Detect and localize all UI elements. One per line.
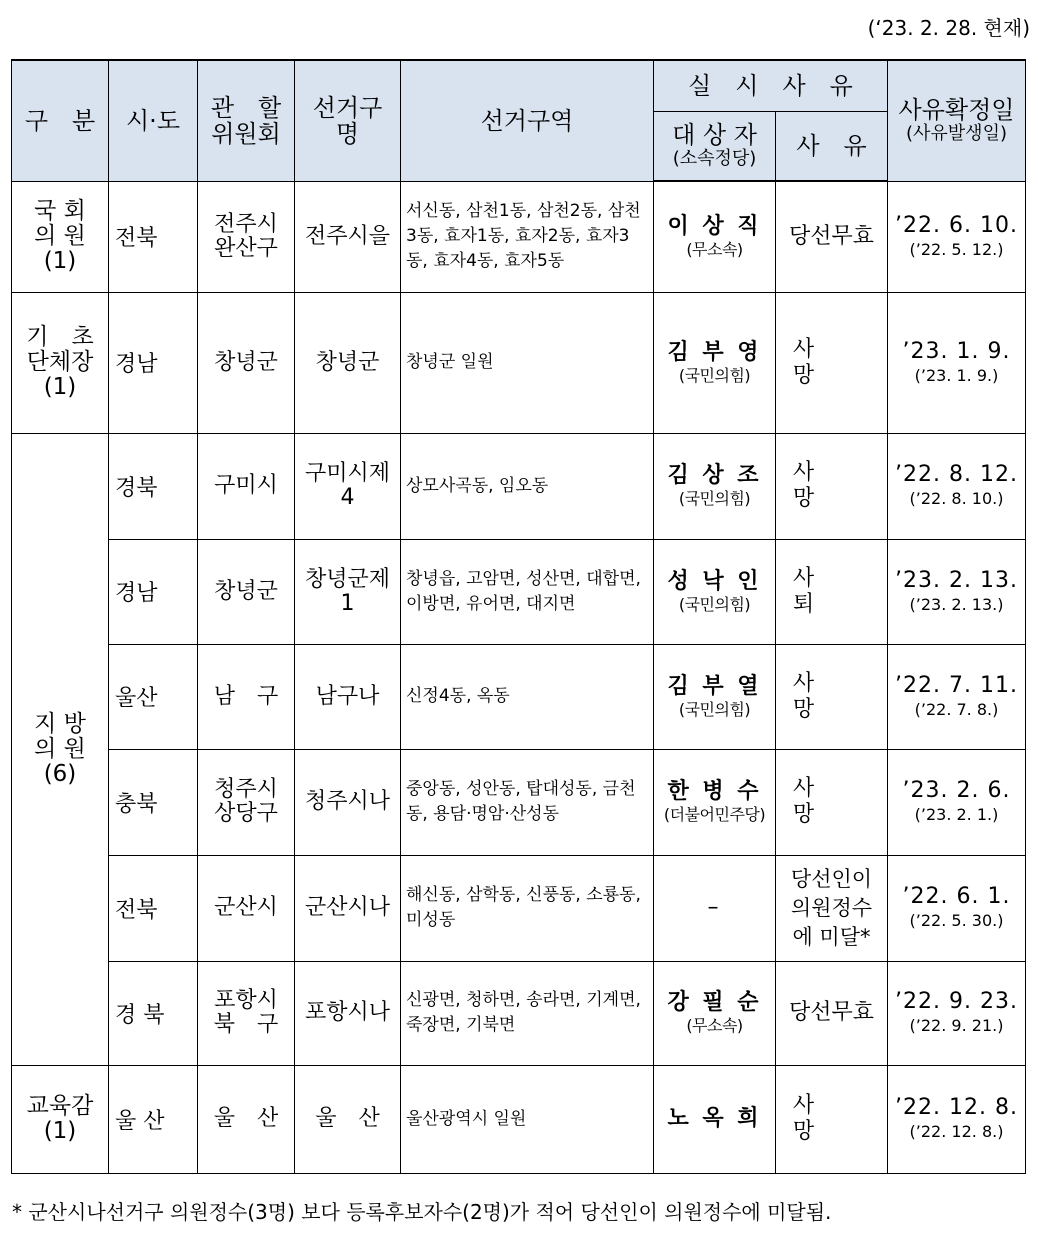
row-province: 경남: [109, 539, 198, 644]
row-confirm-date: ’22. 6. 1.: [902, 884, 1011, 909]
as-of-date: (‘23. 2. 28. 현재): [867, 16, 1030, 40]
row-date: [888, 961, 1026, 1065]
row-area: 상모사곡동, 임오동: [401, 433, 654, 539]
row-occur-date: (’22. 8. 10.): [909, 489, 1004, 508]
row-district: 창녕군제 1: [295, 539, 401, 644]
row-target-party: (국민의힘): [678, 365, 751, 385]
row-reason-text: 사망: [792, 460, 875, 511]
row-occur-date: (’23. 1. 9.): [914, 365, 999, 385]
by-election-table: [11, 59, 1026, 1174]
row-area: 신광면, 청하면, 송라면, 기계면, 죽장면, 기북면: [401, 961, 654, 1065]
row-target-name: 김 부 영: [667, 339, 762, 365]
row-occur-date: (’22. 12. 8.): [909, 1122, 1004, 1141]
row-district: 포항시나: [295, 961, 401, 1065]
row-date: [888, 644, 1026, 749]
row-occur-date: (’23. 2. 1.): [914, 805, 999, 824]
row-province: 충북: [109, 749, 198, 855]
header-target-label: 대 상 자: [672, 120, 757, 149]
header-category: 구 분: [12, 60, 109, 181]
row-committee: 청주시 상당구: [198, 749, 295, 855]
row-target: [654, 855, 776, 961]
row-target-name: 노 옥 희: [667, 1106, 762, 1131]
row-target-name: 성 낙 인: [667, 568, 762, 594]
row-date: [888, 181, 1026, 292]
header-reason: 사 유: [776, 111, 888, 181]
header-committee: 관 할 위원회: [198, 60, 295, 181]
row-target-party: (국민의힘): [678, 489, 751, 508]
row-occur-date: (’23. 2. 13.): [909, 594, 1004, 614]
row-province: 울산: [109, 644, 198, 749]
row-target: [654, 292, 776, 433]
row-target: [654, 181, 776, 292]
row-confirm-date: ’22. 6. 10.: [895, 212, 1018, 238]
row-confirm-date: ’22. 8. 12.: [895, 462, 1018, 487]
row-committee: 포항시 북 구: [198, 961, 295, 1065]
row-date: [888, 539, 1026, 644]
table-row: [12, 181, 1026, 292]
row-target-name: –: [707, 895, 722, 920]
row-province: 경북: [109, 433, 198, 539]
row-date: [888, 855, 1026, 961]
row-date: [888, 1065, 1026, 1173]
group-label-local-council: 지 방 의 원 (6): [12, 433, 109, 1065]
row-province: 울 산: [109, 1065, 198, 1173]
row-target-party: (무소속): [686, 239, 743, 259]
row-target: [654, 539, 776, 644]
row-target: [654, 1065, 776, 1173]
row-target-name: 김 부 열: [667, 673, 762, 699]
row-target-party: (무소속): [686, 1016, 743, 1035]
row-area: 신정4동, 옥동: [401, 644, 654, 749]
row-reason: [776, 433, 888, 539]
row-district: 울 산: [295, 1065, 401, 1173]
row-target-party: (더불어민주당): [663, 805, 766, 824]
row-reason: 당선무효: [776, 961, 888, 1065]
row-confirm-date: ’22. 12. 8.: [895, 1095, 1018, 1120]
row-confirm-date: ’22. 7. 11.: [895, 672, 1018, 698]
row-date: [888, 433, 1026, 539]
row-target: [654, 644, 776, 749]
row-province: 전북: [109, 855, 198, 961]
row-reason: [776, 1065, 888, 1173]
table-row: [12, 539, 1026, 644]
row-target: [654, 749, 776, 855]
group-label-assembly: 국 회 의 원 (1): [12, 181, 109, 292]
row-target-party: (국민의힘): [678, 594, 751, 614]
row-committee: 창녕군: [198, 292, 295, 433]
row-reason-text: 사퇴: [792, 565, 875, 617]
row-target-name: 강 필 순: [667, 990, 762, 1015]
table-row: [12, 292, 1026, 433]
row-reason: 당선무효: [776, 181, 888, 292]
row-district: 전주시을: [295, 181, 401, 292]
row-area: 창녕읍, 고암면, 성산면, 대합면, 이방면, 유어면, 대지면: [401, 539, 654, 644]
row-province: 경남: [109, 292, 198, 433]
row-reason-text: 사망: [792, 670, 875, 722]
header-province: 시·도: [109, 60, 198, 181]
table-row: [12, 433, 1026, 539]
group-label-superintendent: 교육감 (1): [12, 1065, 109, 1173]
header-target-sub: (소속정당): [672, 147, 757, 169]
row-target-name: 김 상 조: [667, 463, 762, 488]
row-area: 해신동, 삼학동, 신풍동, 소룡동, 미성동: [401, 855, 654, 961]
header-target: [654, 111, 776, 181]
row-reason: [776, 644, 888, 749]
row-area: 울산광역시 일원: [401, 1065, 654, 1173]
row-district: 군산시나: [295, 855, 401, 961]
row-reason: [776, 292, 888, 433]
row-committee: 전주시 완산구: [198, 181, 295, 292]
row-confirm-date: ’23. 2. 13.: [895, 567, 1018, 593]
row-reason-text: 사망: [792, 1093, 875, 1144]
row-district: 창녕군: [295, 292, 401, 433]
row-target-name: 한 병 수: [667, 779, 762, 804]
row-reason-text: 사망: [792, 336, 875, 388]
row-occur-date: (’22. 5. 30.): [909, 911, 1004, 930]
row-reason: [776, 539, 888, 644]
group-label-basic-head: 기 초 단체장 (1): [12, 292, 109, 433]
row-district: 청주시나: [295, 749, 401, 855]
row-reason: 당선인이 의원정수 에 미달*: [776, 855, 888, 961]
row-committee: 울 산: [198, 1065, 295, 1173]
row-committee: 창녕군: [198, 539, 295, 644]
row-province: 경 북: [109, 961, 198, 1065]
header-reason-group: 실 시 사 유: [654, 60, 888, 111]
row-target: [654, 433, 776, 539]
row-confirm-date: ’23. 2. 6.: [902, 778, 1011, 803]
table-row: [12, 749, 1026, 855]
row-reason-text: 사망: [792, 776, 875, 827]
header-district-name: 선거구 명: [295, 60, 401, 181]
row-area: 중앙동, 성안동, 탑대성동, 금천동, 용담·명암·산성동: [401, 749, 654, 855]
footnote: * 군산시나선거구 의원정수(3명) 보다 등록후보자수(2명)가 적어 당선인이 의원정수에 미달됨.: [12, 1200, 832, 1224]
row-area: 창녕군 일원: [401, 292, 654, 433]
row-confirm-date: ’23. 1. 9.: [902, 338, 1011, 364]
table-row: [12, 1065, 1026, 1173]
row-occur-date: (’22. 7. 8.): [914, 699, 999, 719]
header-confirm-date-label: 사유확정일: [898, 95, 1015, 124]
table-row: [12, 855, 1026, 961]
row-committee: 남 구: [198, 644, 295, 749]
table-row: [12, 961, 1026, 1065]
header-district-area: 선거구역: [401, 60, 654, 181]
header-confirm-date-sub: (사유발생일): [906, 122, 1007, 144]
row-occur-date: (’22. 5. 12.): [909, 239, 1004, 259]
row-target-party: (국민의힘): [678, 699, 751, 719]
row-district: 구미시제 4: [295, 433, 401, 539]
row-district: 남구나: [295, 644, 401, 749]
row-occur-date: (’22. 9. 21.): [909, 1016, 1004, 1035]
row-committee: 구미시: [198, 433, 295, 539]
row-province: 전북: [109, 181, 198, 292]
row-target-name: 이 상 직: [667, 213, 762, 239]
header-confirm-date: [888, 60, 1026, 181]
row-date: [888, 749, 1026, 855]
row-target: [654, 961, 776, 1065]
row-area: 서신동, 삼천1동, 삼천2동, 삼천3동, 효자1동, 효자2동, 효자3동, 효자4동, 효자5동: [401, 181, 654, 292]
table-row: [12, 644, 1026, 749]
row-date: [888, 292, 1026, 433]
row-reason: [776, 749, 888, 855]
row-committee: 군산시: [198, 855, 295, 961]
row-confirm-date: ’22. 9. 23.: [895, 989, 1018, 1014]
